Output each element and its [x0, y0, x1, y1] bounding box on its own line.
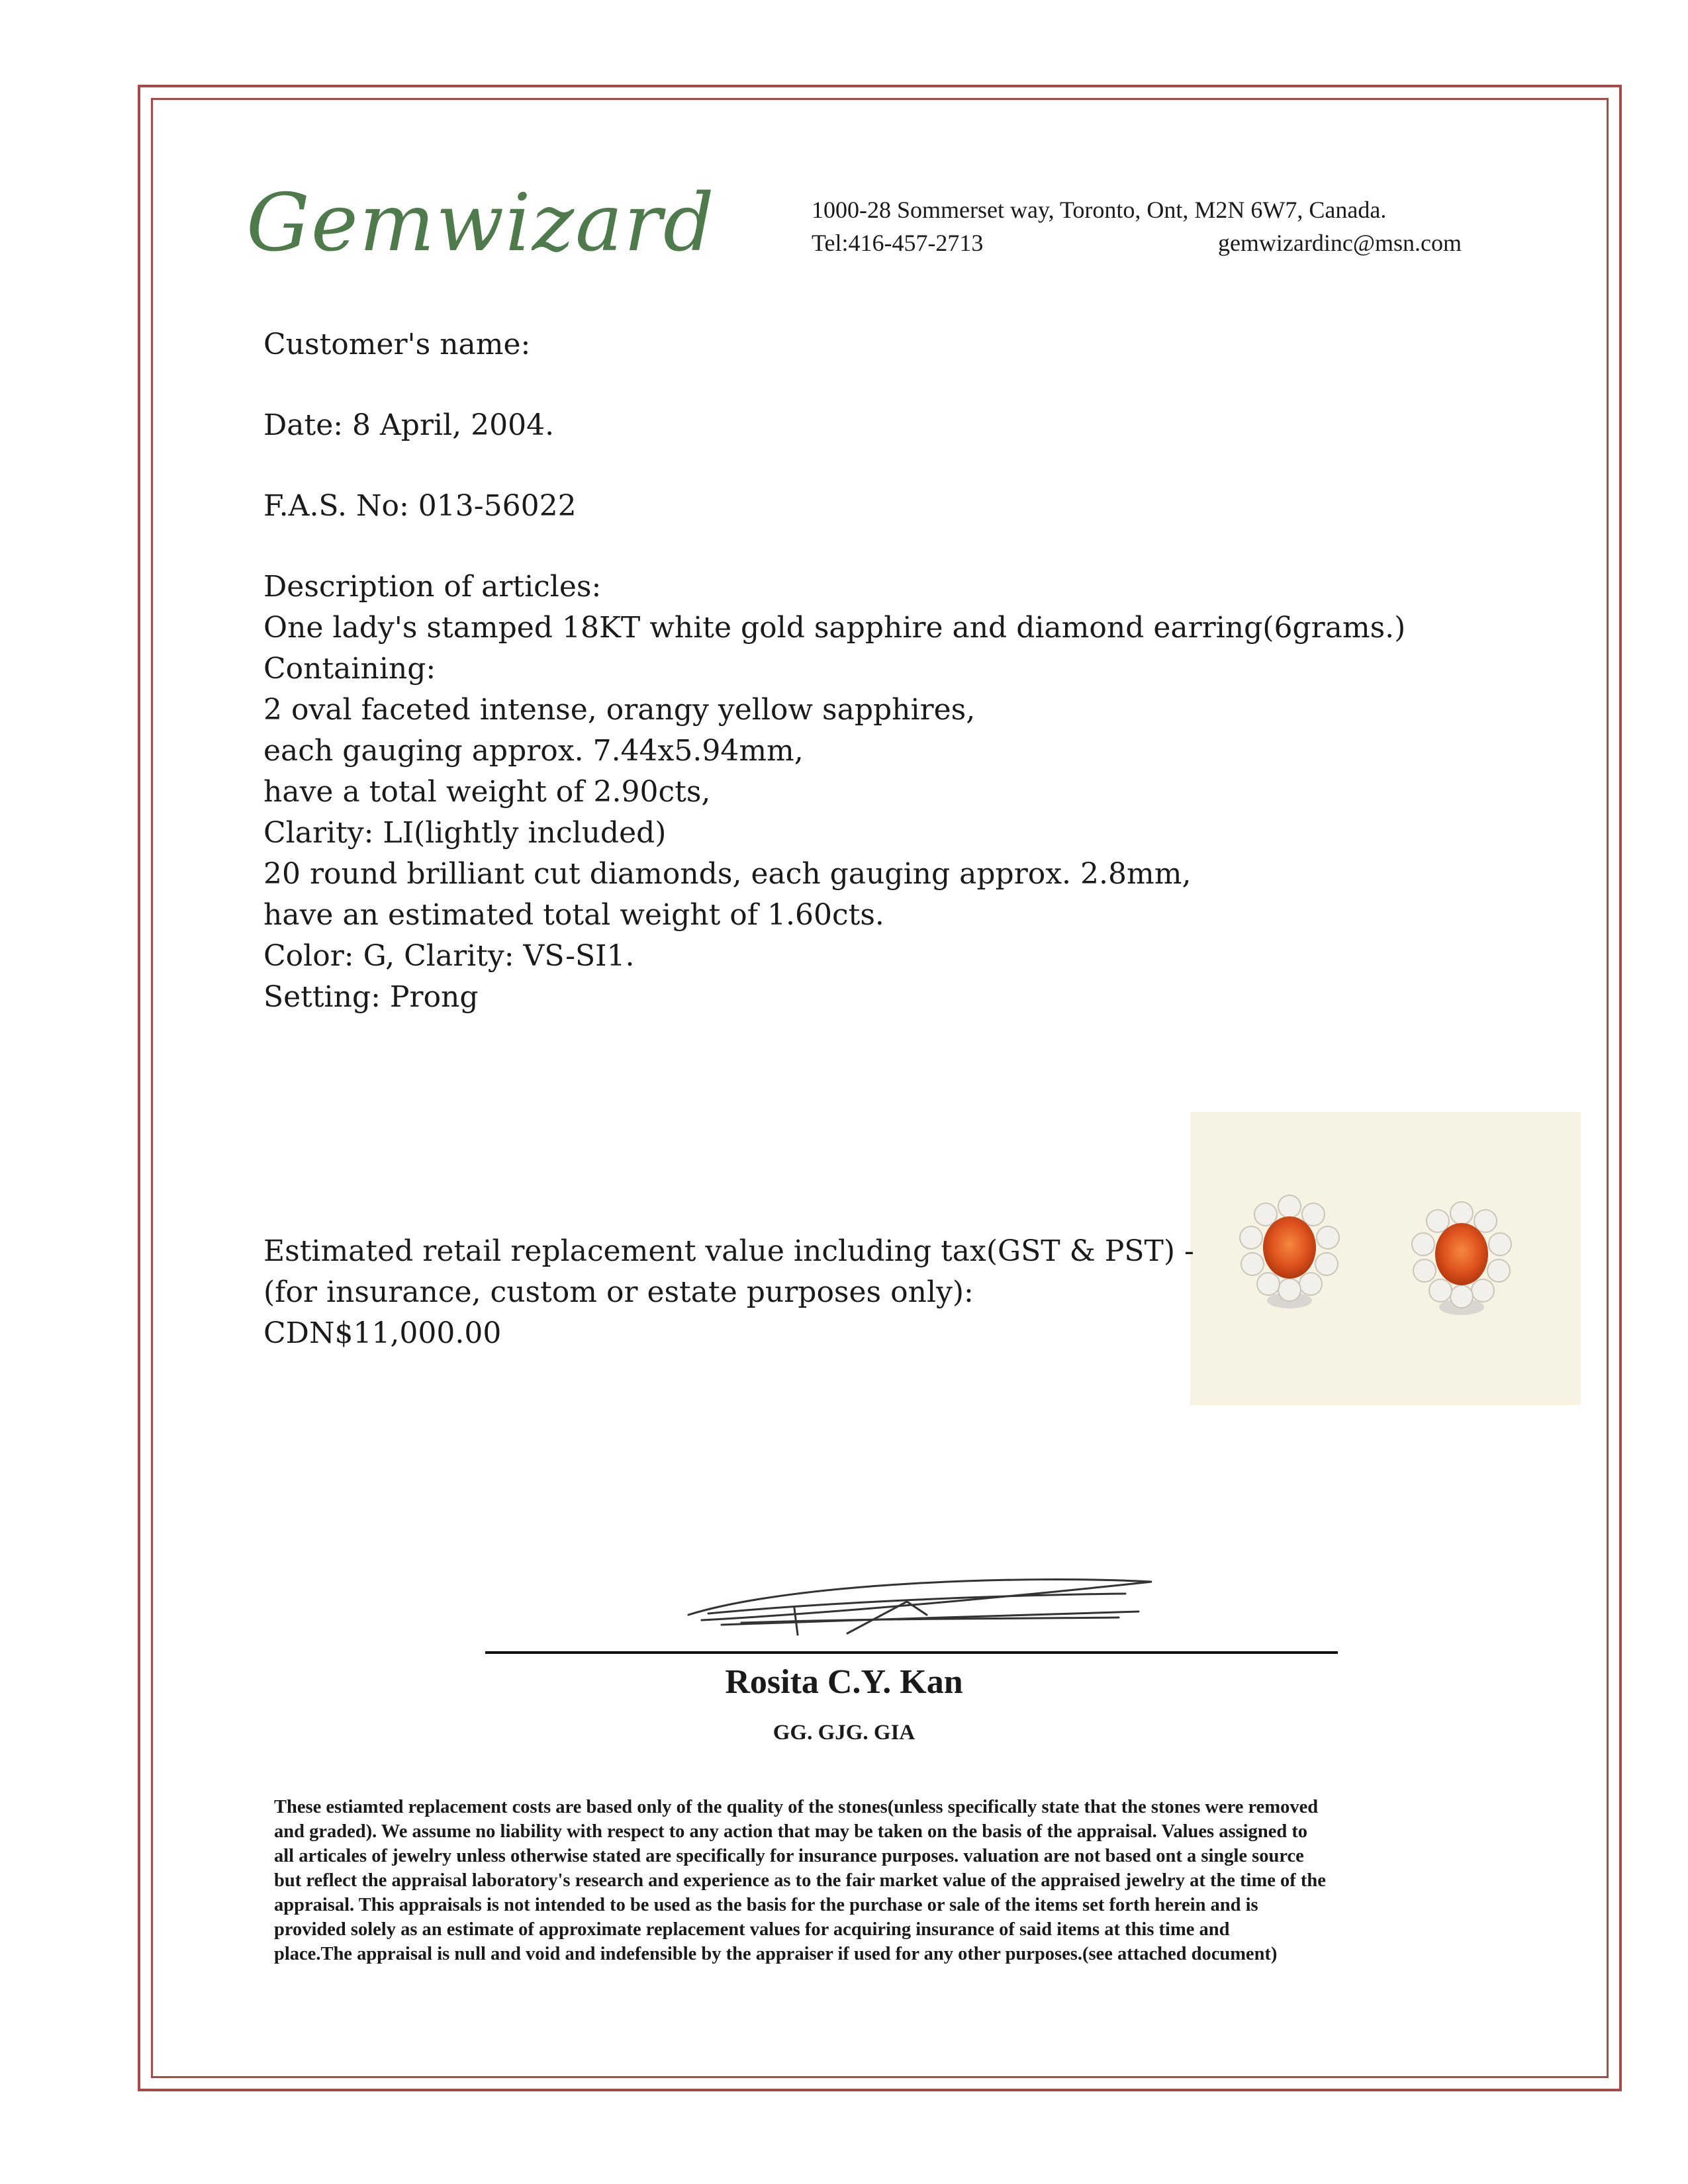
valuation-amount: CDN$11,000.00 — [263, 1316, 502, 1350]
disclaimer — [274, 1795, 1466, 1966]
disclaimer-line: and graded). We assume no liability with respect to any action that may be taken on the basis of the appraisal. Values assigned to — [274, 1821, 1308, 1842]
valuation-block — [263, 1231, 1194, 1354]
description-line: 2 oval faceted intense, orangy yellow sapphires, — [263, 693, 976, 727]
handwritten-signature — [662, 1562, 1192, 1655]
company-address: 1000-28 Sommerset way, Toronto, Ont, M2N 6W7, Canada. — [812, 197, 1387, 223]
disclaimer-line: provided solely as an estimate of approximate replacement values for acquiring insurance of said items at this time and — [274, 1919, 1230, 1940]
appraiser-name: Rosita C.Y. Kan — [725, 1663, 963, 1701]
description-line: Setting: Prong — [263, 980, 479, 1014]
customer-name-label: Customer's name: — [263, 328, 531, 361]
company-logo: Gemwizard — [246, 177, 716, 269]
appraisal-body — [263, 324, 1405, 1018]
disclaimer-line: but reflect the appraisal laboratory's research and experience as to the fair market value of the appraised jewelry at the time of the — [274, 1870, 1326, 1891]
contact-row — [812, 226, 1462, 259]
valuation-purpose: (for insurance, custom or estate purposes only): — [263, 1275, 974, 1309]
earrings-photo — [1190, 1112, 1581, 1405]
earrings-illustration — [1190, 1112, 1581, 1405]
description-line: have an estimated total weight of 1.60cts. — [263, 898, 884, 932]
valuation-line: Estimated retail replacement value including tax(GST & PST) - — [263, 1234, 1194, 1268]
earring-right — [1412, 1202, 1511, 1315]
company-email: gemwizardinc@msn.com — [1217, 230, 1462, 256]
disclaimer-line: place.The appraisal is null and void and indefensible by the appraiser if used for any other purposes.(see attached document) — [274, 1944, 1278, 1964]
description-heading: Description of articles: — [263, 570, 602, 604]
description-line: Color: G, Clarity: VS-SI1. — [263, 939, 635, 973]
signature-line — [485, 1651, 1338, 1654]
company-contact — [812, 193, 1474, 259]
appraiser-credentials: GG. GJG. GIA — [773, 1721, 915, 1745]
description-line: have a total weight of 2.90cts, — [263, 775, 711, 809]
description-line: Containing: — [263, 652, 436, 686]
description-line: 20 round brilliant cut diamonds, each gauging approx. 2.8mm, — [263, 857, 1192, 891]
disclaimer-line: all articales of jewelry unless otherwise stated are specifically for insurance purposes. valuation are not based ont a single source — [274, 1846, 1304, 1866]
earring-left — [1240, 1195, 1339, 1308]
disclaimer-line: These estiamted replacement costs are based only of the quality of the stones(unless specifically state that the stones were removed — [274, 1797, 1319, 1817]
fas-number: F.A.S. No: 013-56022 — [263, 489, 577, 523]
description-line: each gauging approx. 7.44x5.94mm, — [263, 734, 804, 768]
disclaimer-line: appraisal. This appraisals is not intended to be used as the basis for the purchase or sale of the items set forth herein and is — [274, 1895, 1258, 1915]
company-phone: Tel:416-457-2713 — [812, 230, 984, 256]
appraisal-date: Date: 8 April, 2004. — [263, 408, 555, 442]
description-line: One lady's stamped 18KT white gold sapphire and diamond earring(6grams.) — [263, 611, 1406, 645]
description-line: Clarity: LI(lightly included) — [263, 816, 667, 850]
